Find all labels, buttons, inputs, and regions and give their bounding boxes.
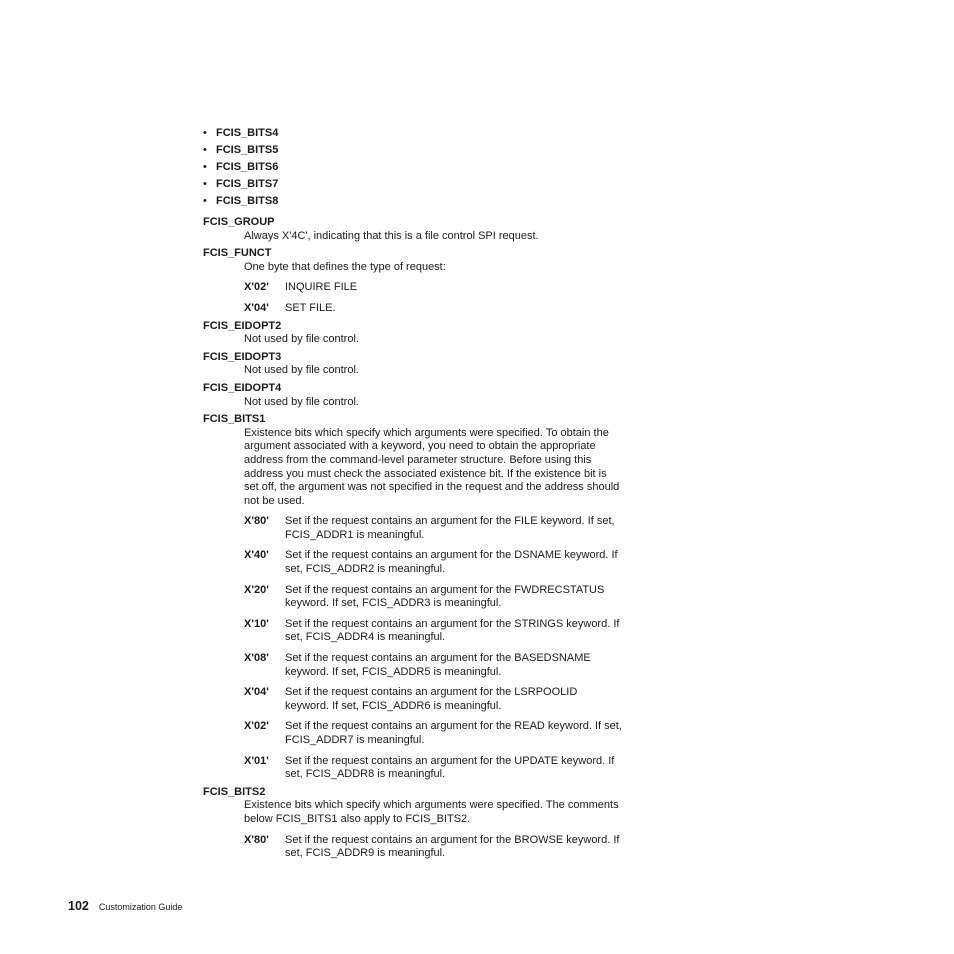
page-number: 102 xyxy=(68,899,89,913)
bullet-icon: • xyxy=(203,161,207,173)
value-code: X'04' xyxy=(244,301,269,314)
field-description: Not used by file control. xyxy=(244,364,359,377)
field-description: One byte that defines the type of request: xyxy=(244,260,446,273)
value-row xyxy=(244,652,623,679)
value-code: X'02' xyxy=(244,281,269,294)
value-row xyxy=(244,549,623,576)
bullet-item xyxy=(203,195,623,212)
field-description: Existence bits which specify which arguments were specified. The comments below FCIS_BITS1 also apply to FCIS_BITS2. xyxy=(244,799,619,825)
bullet-icon: • xyxy=(203,178,207,190)
field-term: FCIS_EIDOPT2 xyxy=(203,319,282,332)
value-description: Set if the request contains an argument for the BROWSE keyword. If set, FCIS_ADDR9 is meaningful. xyxy=(285,833,620,860)
bullet-text: FCIS_BITS8 xyxy=(216,195,279,207)
field-description: Not used by file control. xyxy=(244,395,359,408)
field-description: Existence bits which specify which arguments were specified. To obtain the argument associated with a keyword, you need to obtain the appropriate address from the command-level parameter structure. Before using this address you must check the associated existence bit. If the existence bit is set off, the argument was not specified in the request and the address should not be used. xyxy=(244,426,620,507)
value-row xyxy=(244,584,623,611)
value-row xyxy=(244,618,623,645)
value-description: Set if the request contains an argument for the BASEDSNAME keyword. If set, FCIS_ADDR5 is meaningful. xyxy=(285,652,591,678)
value-code: X'40' xyxy=(244,549,269,562)
value-row xyxy=(244,720,623,747)
page-content xyxy=(203,127,623,864)
value-description: Set if the request contains an argument for the STRINGS keyword. If set, FCIS_ADDR4 is meaningful. xyxy=(285,617,620,644)
bits-bullet-list xyxy=(203,127,623,212)
field-term: FCIS_BITS2 xyxy=(203,785,266,798)
value-description: Set if the request contains an argument for the DSNAME keyword. If set, FCIS_ADDR2 is meaningful. xyxy=(285,549,618,576)
field-description: Always X'4C', indicating that this is a file control SPI request. xyxy=(244,229,539,242)
bullet-text: FCIS_BITS7 xyxy=(216,178,279,190)
value-code: X'10' xyxy=(244,617,269,630)
field-description: Not used by file control. xyxy=(244,333,359,346)
value-description: Set if the request contains an argument for the LSRPOOLID keyword. If set, FCIS_ADDR6 is meaningful. xyxy=(285,686,578,712)
value-row xyxy=(244,686,623,713)
value-code: X'20' xyxy=(244,583,269,596)
value-description: Set if the request contains an argument for the FILE keyword. If set, FCIS_ADDR1 is meaningful. xyxy=(285,515,615,541)
value-code: X'04' xyxy=(244,686,269,699)
book-title: Customization Guide xyxy=(98,902,183,912)
value-description: Set if the request contains an argument for the FWDRECSTATUS keyword. If set, FCIS_ADDR3 is meaningful. xyxy=(285,583,605,610)
value-description: SET FILE. xyxy=(285,301,336,314)
value-code: X'08' xyxy=(244,652,269,665)
field-term: FCIS_EIDOPT4 xyxy=(203,381,282,394)
value-code: X'80' xyxy=(244,515,269,528)
bullet-text: FCIS_BITS6 xyxy=(216,161,279,173)
field-term: FCIS_FUNCT xyxy=(203,247,272,260)
value-list xyxy=(244,834,623,861)
field-term: FCIS_BITS1 xyxy=(203,413,266,426)
value-code: X'02' xyxy=(244,720,269,733)
value-list xyxy=(244,515,623,782)
value-row xyxy=(244,281,623,295)
value-list xyxy=(244,281,623,315)
value-description: Set if the request contains an argument for the UPDATE keyword. If set, FCIS_ADDR8 is meaningful. xyxy=(285,754,615,781)
value-description: INQUIRE FILE xyxy=(285,281,358,294)
value-row xyxy=(244,302,623,316)
bullet-icon: • xyxy=(203,195,207,207)
bullet-item xyxy=(203,161,623,178)
bullet-item xyxy=(203,144,623,161)
bullet-item xyxy=(203,127,623,144)
bullet-text: FCIS_BITS4 xyxy=(216,127,279,139)
bullet-icon: • xyxy=(203,127,207,139)
value-row xyxy=(244,515,623,542)
value-code: X'01' xyxy=(244,754,269,767)
value-row xyxy=(244,834,623,861)
bullet-text: FCIS_BITS5 xyxy=(216,144,279,156)
field-term: FCIS_GROUP xyxy=(203,216,275,228)
page-footer xyxy=(68,900,182,915)
value-code: X'80' xyxy=(244,833,269,846)
bullet-item xyxy=(203,178,623,195)
field-term: FCIS_EIDOPT3 xyxy=(203,350,282,363)
bullet-icon: • xyxy=(203,144,207,156)
value-row xyxy=(244,755,623,782)
value-description: Set if the request contains an argument for the READ keyword. If set, FCIS_ADDR7 is meaningful. xyxy=(285,720,622,746)
